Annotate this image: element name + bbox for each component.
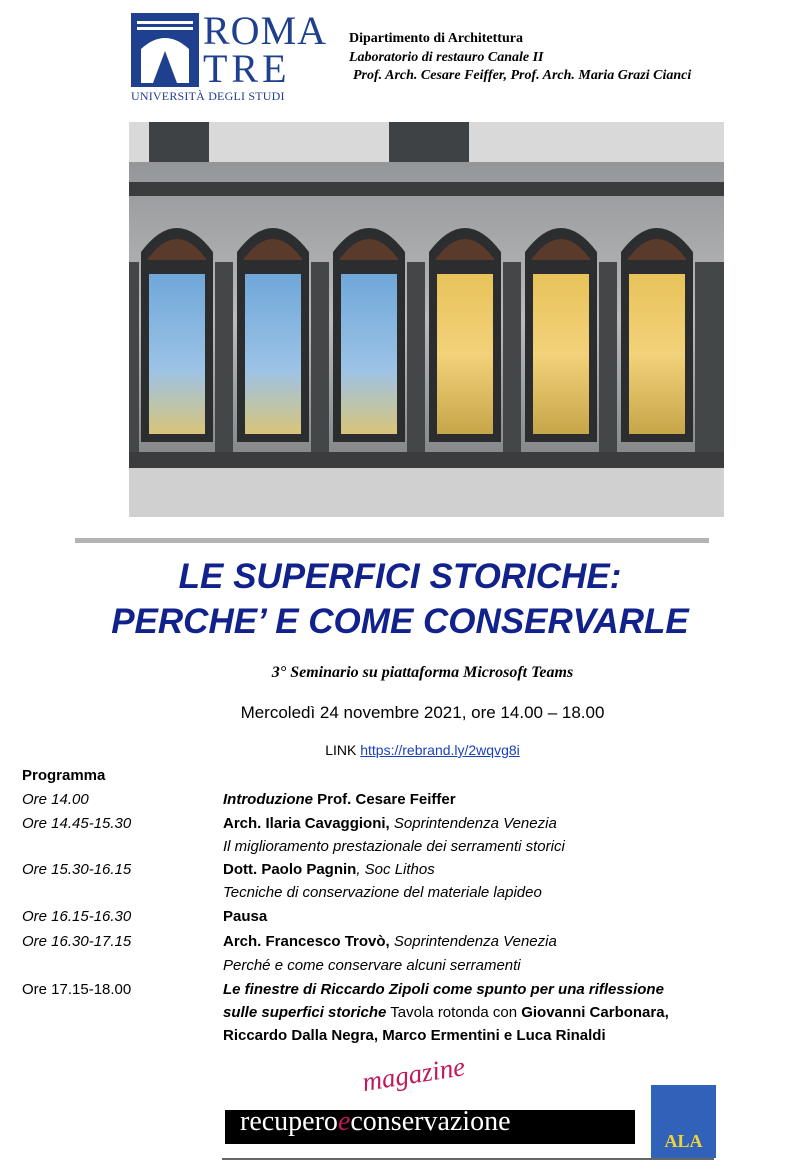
program-topic: Perché e come conservare alcuni serramenti [223,957,521,974]
brand-wordmark [240,1106,511,1138]
program-roundtable-title-end: sulle superfici storiche [223,1004,387,1021]
logo-tre-text: TRE [203,46,291,91]
program-speaker: Arch. Ilaria Cavaggioni, [223,815,390,832]
program-time: Ore 16.30-17.15 [22,933,132,950]
program-time: Ore 16.15-16.30 [22,908,132,925]
program-affiliation: Soprintendenza Venezia [389,815,557,832]
event-link-line [0,742,800,758]
program-affiliation: Soprintendenza Venezia [389,933,557,950]
department-name: Dipartimento di Architettura [349,31,523,46]
ala-logo [651,1085,716,1158]
professors-names: Prof. Arch. Cesare Feiffer, Prof. Arch. Maria Grazi Cianci [353,68,692,83]
program-entry [223,860,435,880]
logo-roma-text: ROMA [203,8,328,53]
teams-link[interactable]: https://rebrand.ly/2wqvg8i [360,742,520,758]
program-entry [223,790,456,810]
program-topic: Tecniche di conservazione del materiale lapideo [223,884,542,901]
program-affiliation: , Soc Lithos [356,861,435,878]
program-lead: Introduzione [223,791,313,808]
program-entry [223,1003,669,1023]
program-time: Ore 14.00 [22,791,89,808]
event-date: Mercoledì 24 novembre 2021, ore 14.00 – 18.00 [240,703,605,722]
program-roundtable-title: Le finestre di Riccardo Zipoli come spunto per una riflessione [223,981,664,998]
program-time: Ore 15.30-16.15 [22,861,132,878]
program-time: Ore 14.45-15.30 [22,815,132,832]
magazine-script: magazine [360,1051,468,1098]
program-heading: Programma [22,767,106,784]
footer-divider [222,1158,714,1160]
title-line-1: LE SUPERFICI STORICHE: [178,557,622,596]
seminar-subtitle: 3° Seminario su piattaforma Microsoft Teams [271,664,574,681]
logo-university-text: UNIVERSITÀ DEGLI STUDI [131,89,285,103]
facade-windows-photo [129,122,724,517]
program-speaker: Dott. Paolo Pagnin [223,861,357,878]
laboratory-name: Laboratorio di restauro Canale II [349,50,544,65]
brand-e: e [337,1106,351,1137]
program-topic: Il miglioramento prestazionale dei serramenti storici [223,838,565,855]
brand-left: recupero [240,1106,338,1137]
program-speaker: Arch. Francesco Trovò, [223,933,390,950]
title-line-2: PERCHE’ E COME CONSERVARLE [111,602,689,641]
program-break: Pausa [223,908,268,925]
program-speakers: Riccardo Dalla Negra, Marco Ermentini e Luca Rinaldi [223,1027,606,1044]
divider-line [75,538,709,543]
roma-tre-emblem [131,13,199,87]
program-roundtable-label: Tavola rotonda con [386,1004,522,1021]
brand-right: conservazione [350,1106,511,1137]
program-speaker: Prof. Cesare Feiffer [313,791,456,808]
university-logo [131,8,328,103]
program-time: Ore 17.15-18.00 [22,981,132,998]
program-entry [223,814,557,834]
program-speaker: Giovanni Carbonara, [521,1004,669,1021]
ala-text: ALA [664,1131,703,1151]
link-label: LINK [325,742,357,758]
program-entry [223,932,557,952]
